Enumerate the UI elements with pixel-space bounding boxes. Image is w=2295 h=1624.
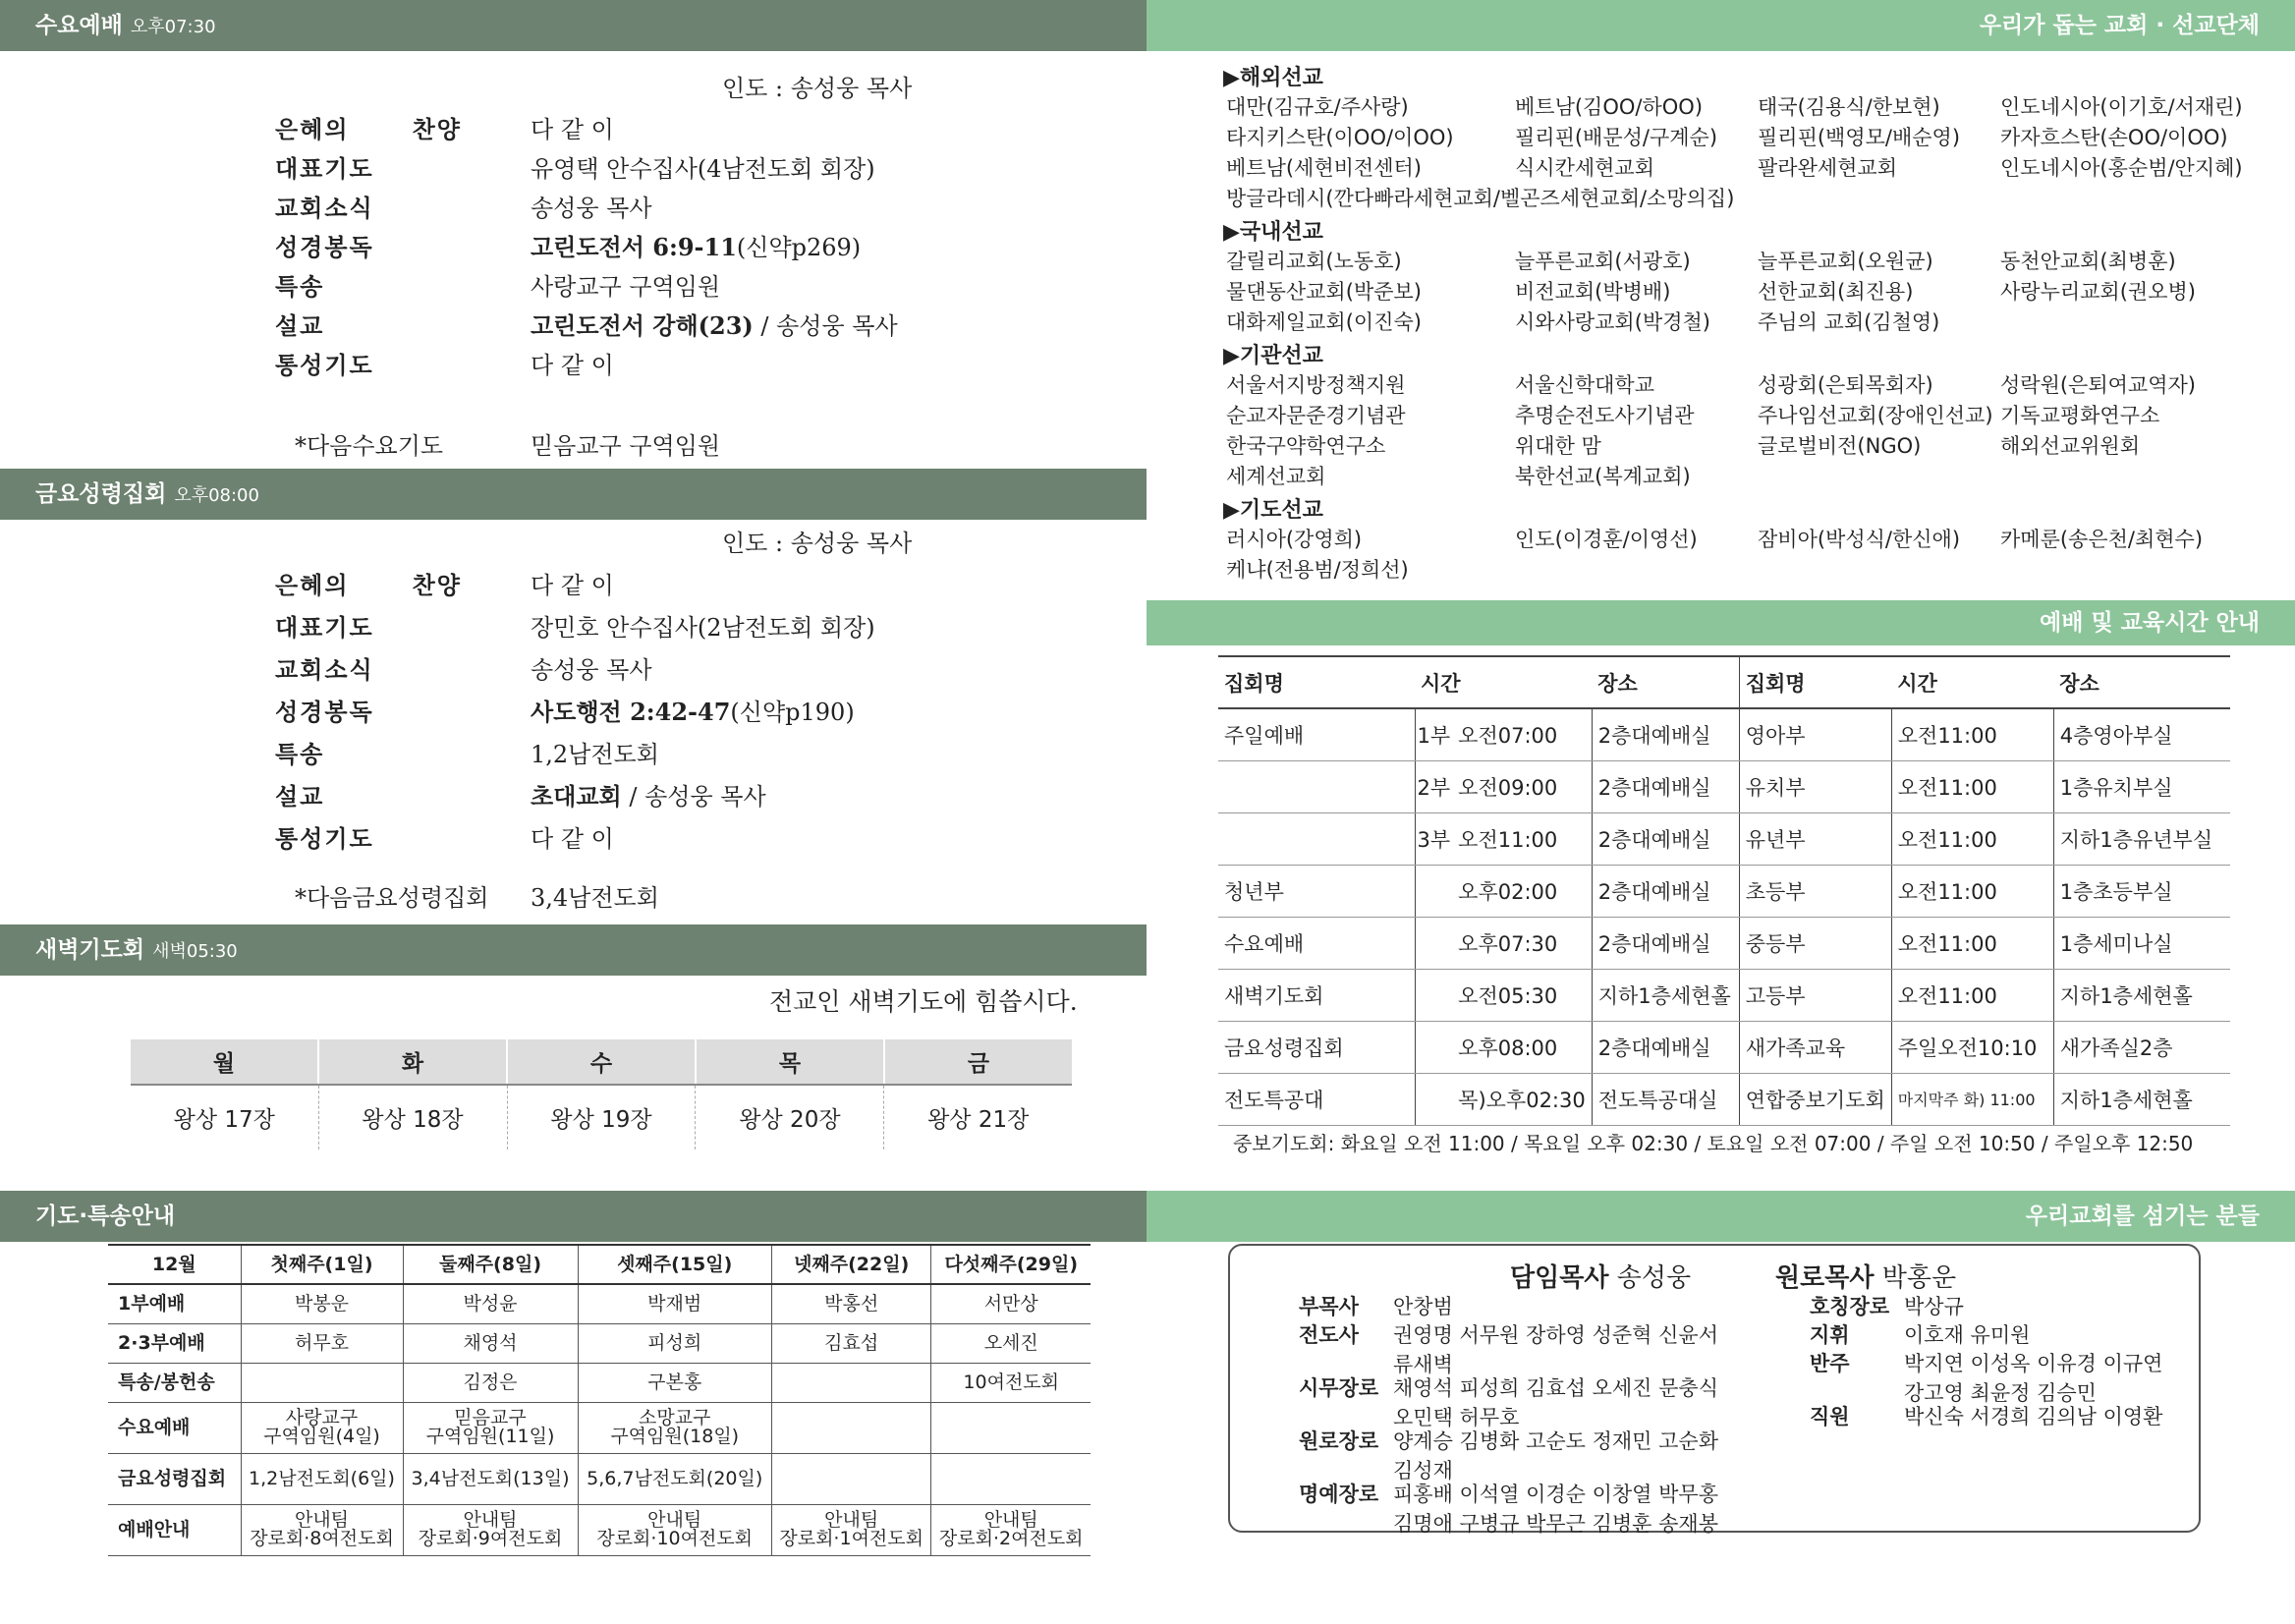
mission-item: 필리핀(백영모/배순영) <box>1758 126 1961 149</box>
dawn-day: 수 <box>507 1039 696 1085</box>
schedule-time: 목)오후02:30 <box>1452 1073 1592 1125</box>
schedule-row <box>1218 1073 2230 1125</box>
mission-item: 늘푸른교회(오원균) <box>1758 250 1933 273</box>
section-header-staff <box>1147 1191 2295 1242</box>
dawn-day: 화 <box>318 1039 507 1085</box>
staff-title: 명예장로 <box>1299 1483 1379 1506</box>
order-value-bold: 초대교회 <box>531 782 622 811</box>
section-header-friday <box>0 469 1147 520</box>
schedule-time: 주일오전10:10 <box>1891 1021 2053 1073</box>
prayer-cell: 믿음교구 구역임원(11일) <box>403 1402 578 1453</box>
schedule-place: 1층유치부실 <box>2053 760 2230 812</box>
prayer-cell <box>771 1453 931 1504</box>
order-value-bold: 고린도전서 강해(23) <box>531 311 754 340</box>
schedule-place: 지하1층세현홀 <box>2053 1073 2230 1125</box>
schedule-part: 3부 <box>1415 812 1452 865</box>
dawn-reading: 왕상 17장 <box>131 1085 318 1149</box>
mission-item: 베트남(세현비전센터) <box>1226 156 1422 180</box>
emeritus-pastor-title: 원로목사 <box>1775 1263 1875 1293</box>
prayer-cell: 서만상 <box>931 1284 1091 1323</box>
prayer-row-label: 1부예배 <box>108 1284 241 1323</box>
mission-item: 대화제일교회(이진숙) <box>1226 310 1422 334</box>
schedule-name: 연합중보기도회 <box>1739 1073 1891 1125</box>
prayer-cell: 박홍선 <box>771 1284 931 1323</box>
staff-names: 박상규 <box>1904 1295 1964 1318</box>
schedule-row <box>1218 1021 2230 1073</box>
schedule-time: 오후07:30 <box>1452 917 1592 969</box>
schedule-header: 장소 <box>2053 656 2230 708</box>
staff-names: 박신숙 서경희 김의남 이영환 <box>1904 1405 2163 1428</box>
dawn-reading-table <box>131 1039 1072 1149</box>
dawn-day: 목 <box>696 1039 884 1085</box>
prayer-row <box>108 1453 1091 1504</box>
order-value: 장민호 안수집사(2남전도회 회장) <box>531 614 875 642</box>
mission-item: 방글라데시(깐다빠라세현교회/벨곤즈세현교회/소망의집) <box>1226 187 1735 210</box>
mission-item: 북한선교(복계교회) <box>1515 465 1691 488</box>
order-value-extra: (신약p190) <box>730 699 855 726</box>
order-label: 성경봉독 <box>275 698 374 726</box>
prayer-cell: 안내팀 장로회·2여전도회 <box>931 1504 1091 1555</box>
order-value: 다 같 이 <box>531 572 614 599</box>
schedule-place: 지하1층유년부실 <box>2053 812 2230 865</box>
staff-title: 전도사 <box>1299 1323 1359 1347</box>
mission-item: 필리핀(배문성/구계순) <box>1515 126 1718 149</box>
schedule-row <box>1218 969 2230 1021</box>
prayer-cell: 오세진 <box>931 1323 1091 1363</box>
dawn-reading: 왕상 18장 <box>318 1085 507 1149</box>
schedule-time: 마지막주 화) 11:00 <box>1891 1073 2053 1125</box>
prayer-cell: 소망교구 구역임원(18일) <box>578 1402 771 1453</box>
order-label: 은혜의 찬양 <box>275 571 462 599</box>
schedule-name <box>1218 812 1415 865</box>
prayer-header: 셋째주(15일) <box>578 1245 771 1284</box>
prayer-row-label: 수요예배 <box>108 1402 241 1453</box>
mission-item: 인도네시아(홍순범/안지혜) <box>2000 156 2243 180</box>
schedule-row <box>1218 760 2230 812</box>
schedule-time: 오전05:30 <box>1452 969 1592 1021</box>
mission-item: 위대한 맘 <box>1515 434 1601 458</box>
mission-item: 인도(이경훈/이영선) <box>1515 528 1698 551</box>
staff-title: 호칭장로 <box>1810 1295 1890 1318</box>
prayer-cell: 안내팀 장로회·8여전도회 <box>241 1504 403 1555</box>
schedule-part <box>1415 1021 1452 1073</box>
schedule-header-row <box>1218 656 2230 708</box>
prayer-cell <box>931 1453 1091 1504</box>
staff-box <box>1228 1244 2201 1536</box>
mission-group-heading: ▶기도선교 <box>1223 498 1323 523</box>
section-title: 새벽기도회 <box>35 937 145 963</box>
order-value: 1,2남전도회 <box>531 741 659 768</box>
mission-item: 추명순전도사기념관 <box>1515 404 1695 427</box>
mission-item: 갈릴리교회(노동호) <box>1226 250 1402 273</box>
emeritus-pastor <box>1775 1258 1956 1294</box>
order-value: 다 같 이 <box>531 825 614 853</box>
mission-item: 대만(김규호/주사랑) <box>1226 95 1409 119</box>
mission-item: 인도네시아(이기호/서재린) <box>2000 95 2243 119</box>
mission-item: 러시아(강영희) <box>1226 528 1363 551</box>
next-label: *다음금요성령집회 <box>295 884 489 912</box>
schedule-table <box>1218 655 2230 1126</box>
schedule-row <box>1218 812 2230 865</box>
section-title: 우리가 돕는 교회 · 선교단체 <box>1979 13 2260 38</box>
order-value-extra: / 송성웅 목사 <box>753 312 898 340</box>
dawn-day: 금 <box>884 1039 1072 1085</box>
mission-item: 케냐(전용범/정희선) <box>1226 558 1409 582</box>
mission-item: 서울서지방정책지원 <box>1226 373 1406 397</box>
schedule-time: 오전11:00 <box>1891 865 2053 917</box>
prayer-row <box>108 1323 1091 1363</box>
mission-item: 타지키스탄(이OO/이OO) <box>1226 126 1454 149</box>
mission-item: 베트남(김OO/하OO) <box>1515 95 1704 119</box>
order-value: 송성웅 목사 <box>531 195 652 222</box>
prayer-header: 첫째주(1일) <box>241 1245 403 1284</box>
prayer-cell: 안내팀 장로회·1여전도회 <box>771 1504 931 1555</box>
schedule-header: 장소 <box>1592 656 1739 708</box>
dawn-reading: 왕상 19장 <box>507 1085 696 1149</box>
section-header-wednesday <box>0 0 1147 51</box>
staff-names: 안창범 <box>1393 1295 1453 1318</box>
schedule-name: 유년부 <box>1739 812 1891 865</box>
mission-item: 시와사랑교회(박경철) <box>1515 310 1710 334</box>
staff-title: 지휘 <box>1810 1323 1850 1347</box>
order-label: 교회소식 <box>275 194 374 222</box>
schedule-place: 2층대예배실 <box>1592 812 1739 865</box>
section-header-missions <box>1147 0 2295 51</box>
prayer-header: 넷째주(22일) <box>771 1245 931 1284</box>
section-title: 우리교회를 섬기는 분들 <box>2025 1204 2260 1229</box>
schedule-name: 영아부 <box>1739 708 1891 760</box>
schedule-name: 고등부 <box>1739 969 1891 1021</box>
schedule-header: 집회명 <box>1739 656 1891 708</box>
prayer-cell: 박재범 <box>578 1284 771 1323</box>
prayer-row-label: 금요성령집회 <box>108 1453 241 1504</box>
order-value: 송성웅 목사 <box>531 656 652 684</box>
mission-item: 해외선교위원회 <box>2000 434 2141 458</box>
staff-names: 채영석 피성희 김효섭 오세진 문충식 오민택 허무호 <box>1393 1376 1718 1429</box>
next-label: *다음수요기도 <box>295 432 444 460</box>
senior-pastor-title: 담임목사 <box>1510 1263 1609 1293</box>
prayer-cell: 박성윤 <box>403 1284 578 1323</box>
schedule-header: 집회명 <box>1218 656 1415 708</box>
dawn-message: 전교인 새벽기도에 힘씁시다. <box>769 987 1078 1016</box>
schedule-name: 전도특공대 <box>1218 1073 1415 1125</box>
senior-pastor-name: 송성웅 <box>1616 1263 1692 1293</box>
schedule-name: 새벽기도회 <box>1218 969 1415 1021</box>
staff-names: 권영명 서무원 장하영 성준혁 신윤서 류새벽 <box>1393 1323 1718 1376</box>
prayer-cell <box>771 1402 931 1453</box>
prayer-row <box>108 1284 1091 1323</box>
prayer-cell <box>931 1402 1091 1453</box>
schedule-name: 주일예배 <box>1218 708 1415 760</box>
prayer-cell: 5,6,7남전도회(20일) <box>578 1453 771 1504</box>
schedule-header: 시간 <box>1891 656 2053 708</box>
staff-names: 양계승 김병화 고순도 정재민 고순화 김성재 <box>1393 1429 1718 1483</box>
mission-item: 팔라완세현교회 <box>1758 156 1898 180</box>
mission-item: 서울신학대학교 <box>1515 373 1655 397</box>
mission-item: 카메룬(송은천/최현수) <box>2000 528 2204 551</box>
order-value-bold: 사도행전 2:42-47 <box>531 698 731 726</box>
schedule-place: 4층영아부실 <box>2053 708 2230 760</box>
staff-names: 박지연 이성옥 이유경 이규연 강고영 최윤정 김승민 <box>1904 1352 2163 1405</box>
schedule-time: 오전11:00 <box>1891 917 2053 969</box>
schedule-time: 오후08:00 <box>1452 1021 1592 1073</box>
mission-item: 성락원(은퇴여교역자) <box>2000 373 2196 397</box>
next-value: 3,4남전도회 <box>531 884 659 912</box>
dawn-reading: 왕상 20장 <box>696 1085 884 1149</box>
mission-item: 태국(김용식/한보현) <box>1758 95 1940 119</box>
schedule-place: 지하1층세현홀 <box>1592 969 1739 1021</box>
schedule-row <box>1218 708 2230 760</box>
order-label: 특송 <box>275 272 325 301</box>
schedule-name: 수요예배 <box>1218 917 1415 969</box>
schedule-name: 유치부 <box>1739 760 1891 812</box>
prayer-cell: 안내팀 장로회·10여전도회 <box>578 1504 771 1555</box>
schedule-part <box>1415 917 1452 969</box>
mission-item: 순교자문준경기념관 <box>1226 404 1406 427</box>
schedule-part: 1부 <box>1415 708 1452 760</box>
schedule-name: 금요성령집회 <box>1218 1021 1415 1073</box>
mission-item: 글로벌비전(NGO) <box>1758 434 1922 458</box>
mission-item: 동천안교회(최병훈) <box>2000 250 2176 273</box>
dawn-reading: 왕상 21장 <box>927 1107 1030 1133</box>
schedule-place: 2층대예배실 <box>1592 865 1739 917</box>
prayer-header: 다섯째주(29일) <box>931 1245 1091 1284</box>
schedule-time: 오전11:00 <box>1891 760 2053 812</box>
order-label: 교회소식 <box>275 655 374 684</box>
prayer-cell: 사랑교구 구역임원(4일) <box>241 1402 403 1453</box>
staff-names: 피홍배 이석열 이경순 이창열 박무홍 김명애 구병규 박무근 김병훈 송재봉 <box>1393 1483 1718 1536</box>
staff-title: 부목사 <box>1299 1295 1359 1318</box>
prayer-row-label: 2·3부예배 <box>108 1323 241 1363</box>
staff-title: 원로장로 <box>1299 1429 1379 1453</box>
order-value: 유영택 안수집사(4남전도회 회장) <box>531 155 875 183</box>
dawn-day: 월 <box>131 1039 318 1085</box>
schedule-name: 청년부 <box>1218 865 1415 917</box>
schedule-row <box>1218 917 2230 969</box>
order-value-extra: / 송성웅 목사 <box>621 783 766 811</box>
order-value: 사랑교구 구역임원 <box>531 273 721 301</box>
section-title: 금요성령집회 <box>35 481 167 507</box>
prayer-cell: 구본홍 <box>578 1363 771 1402</box>
order-label: 설교 <box>275 311 325 340</box>
mission-item: 잠비아(박성식/한신애) <box>1758 528 1961 551</box>
mission-item: 물댄동산교회(박준보) <box>1226 280 1422 304</box>
schedule-time: 오전11:00 <box>1452 812 1592 865</box>
staff-title: 시무장로 <box>1299 1376 1379 1400</box>
section-time: 오후07:30 <box>130 17 216 37</box>
mission-item: 식시칸세현교회 <box>1515 156 1655 180</box>
schedule-time: 오전11:00 <box>1891 708 2053 760</box>
mission-item: 한국구약학연구소 <box>1226 434 1386 458</box>
mission-item: 세계선교회 <box>1226 465 1326 488</box>
prayer-cell: 허무호 <box>241 1323 403 1363</box>
schedule-name: 새가족교육 <box>1739 1021 1891 1073</box>
order-label: 통성기도 <box>275 351 374 379</box>
schedule-place: 새가족실2층 <box>2053 1021 2230 1073</box>
prayer-cell: 1,2남전도회(6일) <box>241 1453 403 1504</box>
schedule-part <box>1415 969 1452 1021</box>
mission-item: 성광회(은퇴목회자) <box>1758 373 1933 397</box>
schedule-name: 초등부 <box>1739 865 1891 917</box>
schedule-part <box>1415 865 1452 917</box>
section-time: 새벽05:30 <box>152 941 238 962</box>
prayer-header: 12월 <box>108 1245 241 1284</box>
schedule-time: 오전07:00 <box>1452 708 1592 760</box>
staff-names: 이호재 유미원 <box>1904 1323 2031 1347</box>
senior-pastor <box>1510 1258 1691 1294</box>
mission-group-heading: ▶기관선교 <box>1223 344 1323 368</box>
order-value-bold: 고린도전서 6:9-11 <box>531 233 737 261</box>
prayer-row <box>108 1402 1091 1453</box>
prayer-cell: 3,4남전도회(13일) <box>403 1453 578 1504</box>
order-value <box>531 777 766 812</box>
order-value <box>531 228 861 262</box>
staff-title: 직원 <box>1810 1405 1850 1428</box>
prayer-row <box>108 1363 1091 1402</box>
schedule-row <box>1218 865 2230 917</box>
order-label: 통성기도 <box>275 824 374 853</box>
schedule-place: 2층대예배실 <box>1592 917 1739 969</box>
leader-text: 인도 : 송성웅 목사 <box>722 75 913 102</box>
order-label: 성경봉독 <box>275 233 374 261</box>
mission-group-heading: ▶국내선교 <box>1223 220 1323 245</box>
schedule-time: 오전11:00 <box>1891 969 2053 1021</box>
schedule-time: 오전09:00 <box>1452 760 1592 812</box>
prayer-header-row <box>108 1245 1091 1284</box>
mission-item: 주나임선교회(장애인선교) <box>1758 404 1993 427</box>
prayer-cell <box>241 1363 403 1402</box>
section-header-dawn <box>0 924 1147 976</box>
schedule-place: 2층대예배실 <box>1592 760 1739 812</box>
mission-item: 기독교평화연구소 <box>2000 404 2160 427</box>
order-value <box>531 693 855 727</box>
emeritus-pastor-name: 박홍운 <box>1881 1263 1957 1293</box>
schedule-part: 2부 <box>1415 760 1452 812</box>
order-label: 대표기도 <box>275 154 374 183</box>
schedule-place: 1층세미나실 <box>2053 917 2230 969</box>
schedule-name <box>1218 760 1415 812</box>
order-value-extra: (신약p269) <box>736 234 862 261</box>
order-label: 특송 <box>275 740 325 768</box>
prayer-cell: 안내팀 장로회·9여전도회 <box>403 1504 578 1555</box>
prayer-cell <box>771 1363 931 1402</box>
mission-item: 선한교회(최진용) <box>1758 280 1914 304</box>
section-title: 예배 및 교육시간 안내 <box>2040 610 2260 636</box>
mission-item: 주님의 교회(김철영) <box>1758 310 1940 334</box>
prayer-header: 둘째주(8일) <box>403 1245 578 1284</box>
staff-title: 반주 <box>1810 1352 1850 1375</box>
mission-item: 비전교회(박병배) <box>1515 280 1671 304</box>
next-value: 믿음교구 구역임원 <box>531 432 721 460</box>
schedule-header: 시간 <box>1415 656 1592 708</box>
schedule-time: 오전11:00 <box>1891 812 2053 865</box>
prayer-row-label: 예배안내 <box>108 1504 241 1555</box>
schedule-place: 전도특공대실 <box>1592 1073 1739 1125</box>
intercession-note: 중보기도회: 화요일 오전 11:00 / 목요일 오후 02:30 / 토요일 오전 07:00 / 주일 오전 10:50 / 주일오후 12:50 <box>1233 1132 2194 1155</box>
section-header-prayer <box>0 1191 1147 1242</box>
mission-item: 늘푸른교회(서광호) <box>1515 250 1691 273</box>
mission-item: 카자흐스탄(손OO/이OO) <box>2000 126 2228 149</box>
section-time: 오후08:00 <box>174 485 259 506</box>
schedule-place: 2층대예배실 <box>1592 708 1739 760</box>
order-label: 은혜의 찬양 <box>275 115 462 143</box>
mission-group-heading: ▶해외선교 <box>1223 66 1323 90</box>
prayer-schedule-table <box>108 1244 1091 1556</box>
order-value <box>531 307 898 341</box>
prayer-row <box>108 1504 1091 1555</box>
schedule-part <box>1415 1073 1452 1125</box>
section-header-schedule <box>1147 600 2295 645</box>
section-title: 수요예배 <box>35 13 123 38</box>
schedule-time: 오후02:00 <box>1452 865 1592 917</box>
section-title: 기도·특송안내 <box>35 1204 176 1229</box>
prayer-cell: 김정은 <box>403 1363 578 1402</box>
order-value: 다 같 이 <box>531 352 614 379</box>
prayer-cell: 피성희 <box>578 1323 771 1363</box>
schedule-place: 1층초등부실 <box>2053 865 2230 917</box>
schedule-place: 2층대예배실 <box>1592 1021 1739 1073</box>
schedule-name: 중등부 <box>1739 917 1891 969</box>
prayer-cell: 10여전도회 <box>931 1363 1091 1402</box>
schedule-place: 지하1층세현홀 <box>2053 969 2230 1021</box>
leader-text: 인도 : 송성웅 목사 <box>722 530 913 557</box>
order-label: 설교 <box>275 782 325 811</box>
mission-item: 사랑누리교회(권오병) <box>2000 280 2196 304</box>
prayer-cell: 채영석 <box>403 1323 578 1363</box>
order-value: 다 같 이 <box>531 116 614 143</box>
prayer-cell: 김효섭 <box>771 1323 931 1363</box>
order-label: 대표기도 <box>275 613 374 642</box>
prayer-row-label: 특송/봉헌송 <box>108 1363 241 1402</box>
prayer-cell: 박봉운 <box>241 1284 403 1323</box>
